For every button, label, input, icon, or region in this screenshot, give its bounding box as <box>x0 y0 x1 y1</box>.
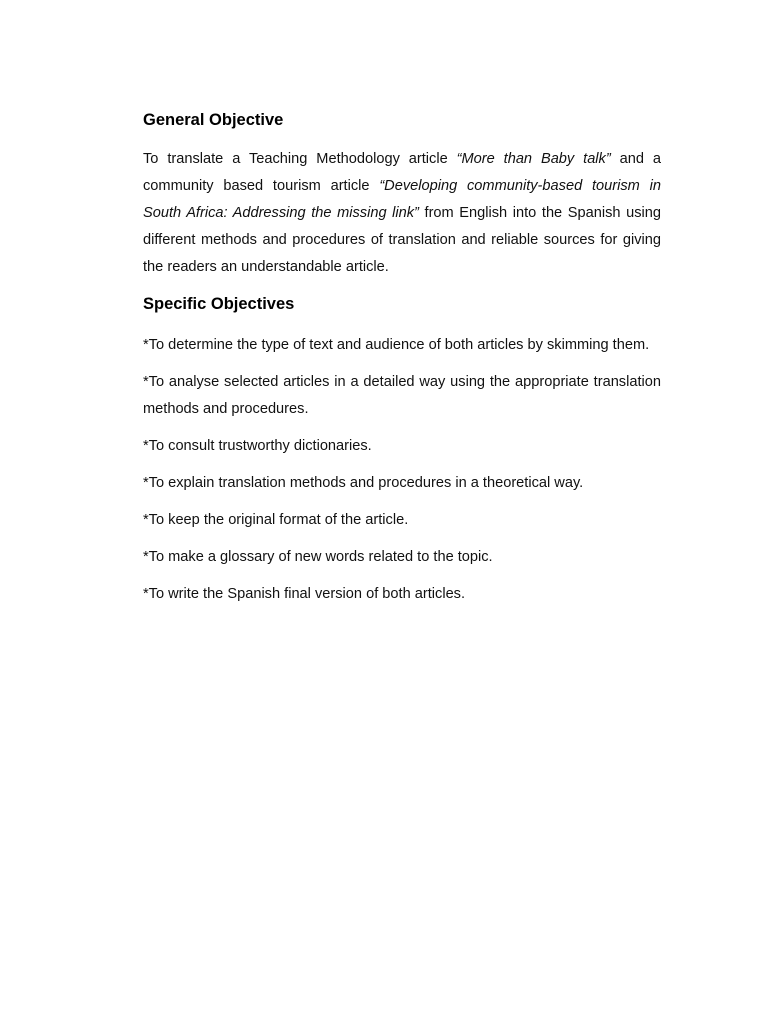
general-text-3: from English into the Spanish using different methods and procedures of translation and reliable sources for giving the readers an understandable article. <box>143 205 661 275</box>
general-text-2: and a community based tourism article <box>143 151 662 194</box>
general-objective-paragraph <box>143 146 661 281</box>
specific-objectives-list <box>143 332 661 608</box>
specific-objectives-heading: Specific Objectives <box>143 295 295 313</box>
objective-item: *To write the Spanish final version of both articles. <box>143 586 466 602</box>
article-title-2c: South Africa: Addressing the missing link” <box>143 205 419 221</box>
article-title-2a: “Developing community- <box>379 178 543 194</box>
objective-item: *To make a glossary of new words related to the topic. <box>143 549 493 565</box>
article-title-1: “More than Baby talk” <box>456 151 611 167</box>
objective-item: *To explain translation methods and procedures in a theoretical way. <box>143 475 584 491</box>
general-text-1: To translate a Teaching Methodology article <box>143 151 457 167</box>
document-content <box>143 108 661 618</box>
objective-item: *To analyse selected articles in a detailed way using the appropriate translation methods and procedures. <box>143 374 661 417</box>
general-objective-heading: General Objective <box>143 111 284 129</box>
article-title-2b: based tourism in <box>542 178 661 194</box>
objective-item: *To determine the type of text and audience of both articles by skimming them. <box>143 337 650 353</box>
objective-item: *To consult trustworthy dictionaries. <box>143 438 372 454</box>
objective-item: *To keep the original format of the article. <box>143 512 409 528</box>
